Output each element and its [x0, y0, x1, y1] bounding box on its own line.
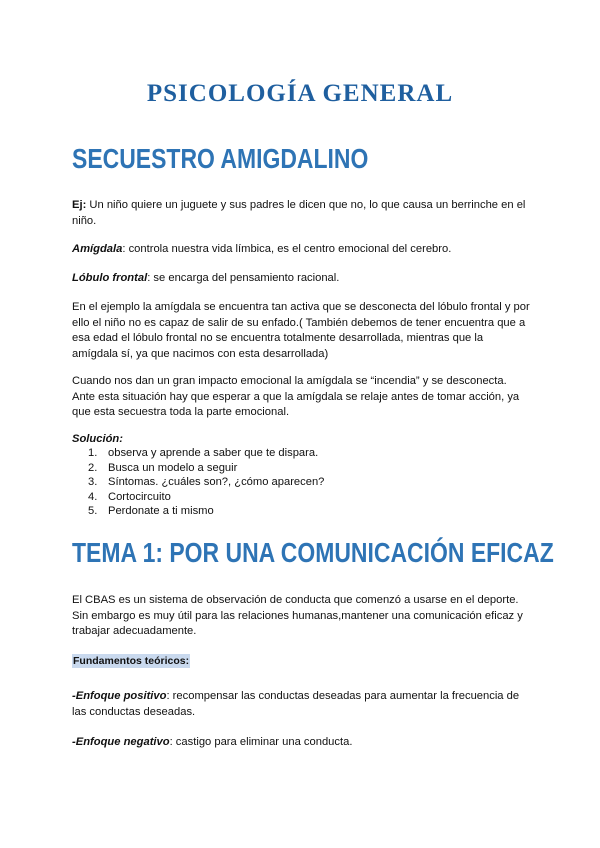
enfoque-positivo-label: -Enfoque positivo [72, 690, 167, 702]
enfoque-positivo-paragraph [72, 689, 532, 720]
list-item: 3. Síntomas. ¿cuáles son?, ¿cómo aparecen? [88, 476, 325, 489]
document-title: PSICOLOGÍA GENERAL [146, 80, 454, 107]
amigdala-paragraph [72, 242, 532, 258]
section-heading-tema1: TEMA 1: POR UNA COMUNICACIÓN EFICAZ [72, 537, 554, 568]
solution-list [72, 446, 324, 519]
example-text: Un niño quiere un juguete y sus padres le dicen que no, lo que causa un berrinche en el niño. [72, 199, 526, 227]
example-paragraph [72, 198, 532, 229]
impact-paragraph: Cuando nos dan un gran impacto emocional la amígdala se “incendia” y se desconecta. Ante esta situación hay que esperar a que la amígdala se relaje antes de tomar acción, ya que esta secuestra toda la parte emocional. [72, 375, 520, 419]
list-item: 1. observa y aprende a saber que te dispara. [88, 447, 319, 459]
amigdala-text: : controla nuestra vida límbica, es el centro emocional del cerebro. [122, 243, 452, 255]
cbas-paragraph: El CBAS es un sistema de observación de conducta que comenzó a usarse en el deporte. Sin embargo es muy útil para las relaciones humanas,mantener una comunicación eficaz y trabajar adecuadamente. [72, 594, 523, 638]
explanation-paragraph: En el ejemplo la amígdala se encuentra tan activa que se desconecta del lóbulo frontal y por ello el niño no es capaz de salir de su enfado.( También debemos de tener encuentra que a esa edad el lóbulo frontal no se encuentra totalmente desarrollada, mientras que la amígdala sí, ya que nacimos con esta desarrollada) [72, 301, 530, 360]
lobulo-paragraph [72, 271, 532, 287]
lobulo-label: Lóbulo frontal [72, 272, 148, 284]
fundamentos-label: Fundamentos teóricos: [73, 655, 190, 667]
solution-label: Solución: [72, 433, 123, 445]
list-item: 4. Cortocircuito [88, 490, 171, 503]
amigdala-label: Amígdala [72, 243, 123, 255]
list-item: 2. Busca un modelo a seguir [88, 461, 238, 474]
lobulo-text: : se encarga del pensamiento racional. [147, 272, 340, 284]
enfoque-negativo-paragraph [72, 735, 532, 751]
enfoque-negativo-text: : castigo para eliminar una conducta. [169, 736, 353, 748]
enfoque-negativo-label: -Enfoque negativo [72, 736, 170, 748]
enfoque-positivo-text: : recompensar las conductas deseadas para aumentar la frecuencia de las conductas deseadas. [72, 690, 520, 718]
fundamentos-line [72, 654, 532, 670]
list-item: 5. Perdonate a ti mismo [88, 505, 214, 518]
example-label: Ej: [72, 199, 87, 211]
section-heading-secuestro: SECUESTRO AMIGDALINO [72, 143, 369, 174]
